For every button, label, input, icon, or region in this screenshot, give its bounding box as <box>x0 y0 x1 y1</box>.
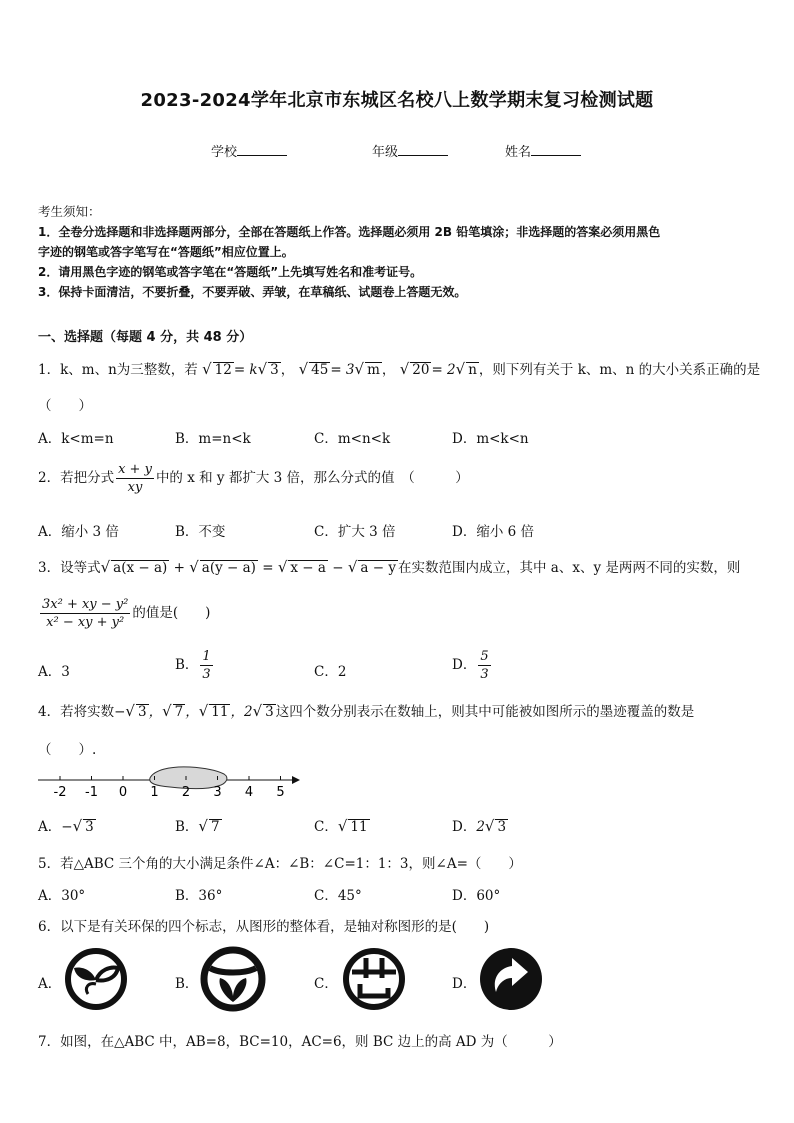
grade-label: 年级 <box>372 145 399 160</box>
q2-prefix: 2．若把分式 <box>38 470 115 486</box>
q4-paren: （ ）. <box>38 742 97 758</box>
q2-option-c[interactable]: C．扩大 3 倍 <box>314 524 396 540</box>
number-line-tick-label: -2 <box>53 785 67 800</box>
grade-field <box>372 141 448 160</box>
q1-eq3: √ 20 = 2√ n <box>399 360 477 378</box>
question-2 <box>38 461 469 496</box>
notice-block <box>38 202 758 302</box>
name-label: 姓名 <box>505 145 532 160</box>
number-line-figure <box>30 762 310 802</box>
name-field <box>505 141 581 160</box>
number-line-tick-label: 1 <box>150 785 159 800</box>
q4-option-b[interactable]: B．√ 7 <box>175 817 220 835</box>
section-heading: 一、选择题（每题 4 分，共 48 分） <box>38 330 253 345</box>
school-blank <box>237 142 287 156</box>
q1-option-c[interactable]: C．m<n<k <box>314 431 391 447</box>
q6-option-a-label[interactable]: A． <box>38 976 62 992</box>
q3-equation: √ a(x − a) + √ a(y − a) = √ x − a − √ a − y <box>100 558 396 576</box>
notice-item-2: 2．请用黑色字迹的钢笔或答字笔在“答题纸”上先填写姓名和准考证号。 <box>38 265 423 279</box>
number-line-tick-label: -1 <box>85 785 98 800</box>
q2-fraction: $\frac{x + y}{xy}$ <box>118 462 152 495</box>
name-blank <box>531 142 581 156</box>
number-line-tick-label: 2 <box>181 785 191 800</box>
q3-fraction: $\frac{\text{3x² + xy − y²}}{\text{x² − xy + y²}}$ <box>42 597 129 630</box>
exam-title: 2023-2024学年北京市东城区名校八上数学期末复习检测试题 <box>140 90 654 111</box>
q2-suffix: 中的 x 和 y 都扩大 3 倍，那么分式的值 （ ） <box>155 470 469 486</box>
q4-option-c[interactable]: C．√ 11 <box>314 817 368 835</box>
q1-option-a[interactable]: A．k<m=n <box>38 431 114 447</box>
q3-prefix: 3．设等式 <box>38 560 101 576</box>
question-1: 1．k、m、n为三整数，若 √ 12 = k√ 3 ， √ 45 = 3√ m ， √ 20 = 2√ n ，则下列有关于 k、m、n 的大小关系正确的是 <box>38 360 761 378</box>
q3-expression <box>38 596 210 631</box>
q5-option-c[interactable]: C．45° <box>314 888 362 904</box>
notice-item-3: 3．保持卡面清洁，不要折叠，不要弄破、弄皱，在草稿纸、试题卷上答题无效。 <box>38 285 467 299</box>
q3-after: 的值是( ) <box>132 605 211 621</box>
q4-option-a[interactable]: A．−√ 3 <box>38 817 94 835</box>
q5-option-a[interactable]: A．30° <box>38 888 86 904</box>
recycle-sprout-logo-a[interactable] <box>62 944 130 1014</box>
q6-option-d-label[interactable]: D． <box>452 976 477 992</box>
number-line-tick-label: 0 <box>118 785 128 800</box>
school-field <box>211 141 287 160</box>
number-line-arrow <box>292 776 300 784</box>
q4-numbers: −√ 3 ，√ 7 ，√ 11 ，2√ 3 <box>114 702 274 720</box>
question-7: 7．如图，在△ABC 中，AB=8，BC=10，AC=6，则 BC 边上的高 AD 为（ ） <box>38 1034 562 1050</box>
question-6: 6．以下是有关环保的四个标志，从图形的整体看，是轴对称图形的是( ) <box>38 919 490 935</box>
q1-paren: （ ） <box>38 398 92 414</box>
q4-suffix: 这四个数分别表示在数轴上，则其中可能被如图所示的墨迹覆盖的数是 <box>275 704 695 720</box>
q3-suffix: 在实数范围内成立，其中 a、x、y 是两两不同的实数，则 <box>398 560 741 576</box>
q1-option-b[interactable]: B．m=n<k <box>175 431 251 447</box>
q1-eq2: √ 45 = 3√ m <box>298 360 380 378</box>
q1-eq1: √ 12 = k√ 3 <box>202 360 279 378</box>
q3-option-c[interactable]: C．2 <box>314 664 347 680</box>
q4-prefix: 4．若将实数 <box>38 704 115 720</box>
q1-prefix: 1．k、m、n为三整数，若 <box>38 362 198 378</box>
notice-item-1b: 字迹的钢笔或答字笔写在“答题纸”相应位置上。 <box>38 245 294 259</box>
notice-heading: 考生须知： <box>38 204 101 219</box>
q1-suffix: ，则下列有关于 k、m、n 的大小关系正确的是 <box>478 362 761 378</box>
q1-option-d[interactable]: D．m<k<n <box>452 431 529 447</box>
grass-symbol-logo-c[interactable] <box>340 944 408 1014</box>
question-3 <box>38 556 740 576</box>
question-4 <box>38 700 694 720</box>
q3-option-d[interactable]: D． $\frac{5}{3}$ <box>452 649 489 682</box>
number-line-tick-label: 4 <box>244 785 254 800</box>
question-5: 5．若△ABC 三个角的大小满足条件∠A：∠B：∠C=1：1：3，则∠A=（ ） <box>38 856 522 872</box>
notice-item-1a: 1．全卷分选择题和非选择题两部分，全部在答题纸上作答。选择题必须用 2B 铅笔填涂；非选择题的答案必须用黑色 <box>38 225 661 239</box>
q6-option-b-label[interactable]: B． <box>175 976 199 992</box>
school-label: 学校 <box>211 145 238 160</box>
q2-option-a[interactable]: A．缩小 3 倍 <box>38 524 119 540</box>
q4-option-d[interactable]: D．2√ 3 <box>452 817 507 835</box>
q5-option-b[interactable]: B．36° <box>175 888 223 904</box>
number-line-tick-label: 5 <box>276 785 285 800</box>
q6-option-c-label[interactable]: C． <box>314 976 338 992</box>
green-dot-arrow-logo-d[interactable] <box>476 944 546 1014</box>
q3-option-a[interactable]: A．3 <box>38 664 70 680</box>
q2-option-b[interactable]: B．不变 <box>175 524 226 540</box>
grade-blank <box>398 142 448 156</box>
leaf-circle-logo-b[interactable] <box>198 944 268 1014</box>
q2-option-d[interactable]: D．缩小 6 倍 <box>452 524 534 540</box>
number-line-tick-label: 3 <box>213 785 222 800</box>
q5-option-d[interactable]: D．60° <box>452 888 501 904</box>
q3-option-b[interactable]: B． $\frac{1}{3}$ <box>175 649 211 682</box>
